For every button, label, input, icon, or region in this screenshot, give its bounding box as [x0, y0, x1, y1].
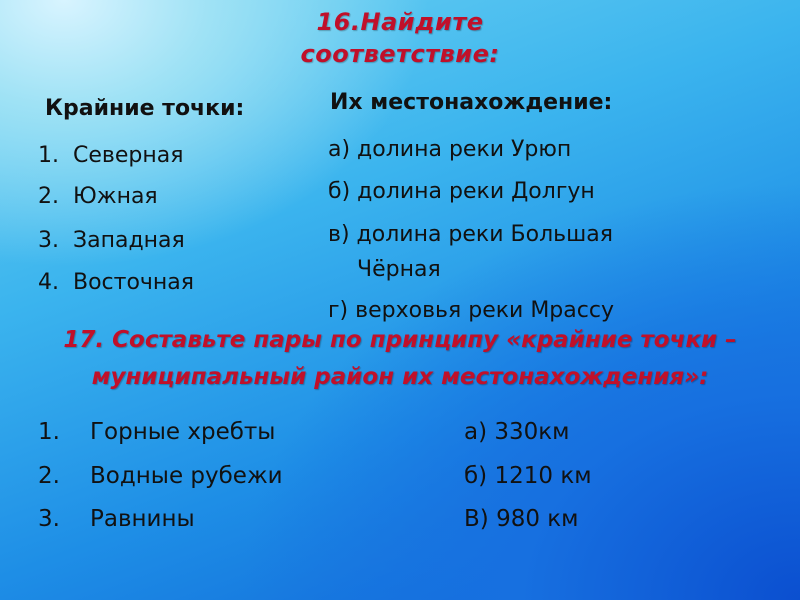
- list-number: 2.: [38, 463, 60, 489]
- list-item-label: Равнины: [90, 506, 195, 532]
- list-item-label: Северная: [73, 143, 184, 168]
- right-list-item: б) долина реки Долгун: [328, 179, 595, 204]
- list-number: 1.: [38, 419, 60, 445]
- task16-title: [0, 6, 800, 70]
- list-number: 3.: [38, 228, 59, 253]
- task16-title-line2: соответствие:: [300, 40, 500, 68]
- pairs-left-item: [38, 505, 195, 533]
- left-list-item: [38, 227, 185, 255]
- list-number: 3.: [38, 506, 60, 532]
- list-item-label: Горные хребты: [90, 419, 276, 445]
- list-item-label: Западная: [73, 228, 185, 253]
- list-number: 4.: [38, 270, 59, 295]
- list-number: 1.: [38, 143, 59, 168]
- pairs-right-item: а) 330км: [464, 419, 570, 445]
- left-list-item: [38, 269, 194, 297]
- pairs-right-item: В) 980 км: [464, 506, 579, 532]
- task17-title: 17. Составьте пары по принципу «крайние точки – муниципальный район их местонахождения»:: [63, 327, 737, 390]
- right-list-item: г) верховья реки Мрассу: [328, 298, 614, 323]
- pairs-left-item: [38, 462, 283, 490]
- right-column-header: Их местонахождение:: [330, 90, 613, 115]
- left-column-header: Крайние точки:: [45, 96, 245, 121]
- right-list-item: а) долина реки Урюп: [328, 137, 572, 162]
- pairs-right-item: б) 1210 км: [464, 463, 592, 489]
- list-number: 2.: [38, 184, 59, 209]
- list-item-label: Южная: [73, 184, 158, 209]
- right-list-item-continuation: Чёрная: [357, 257, 441, 282]
- right-list-item: в) долина реки Большая: [328, 222, 613, 247]
- list-item-label: Восточная: [73, 270, 195, 295]
- pairs-left-item: [38, 418, 275, 446]
- left-list-item: [38, 142, 183, 170]
- list-item-label: Водные рубежи: [90, 463, 283, 489]
- left-list-item: [38, 183, 158, 211]
- task16-title-line1: 16.Найдите: [316, 8, 484, 36]
